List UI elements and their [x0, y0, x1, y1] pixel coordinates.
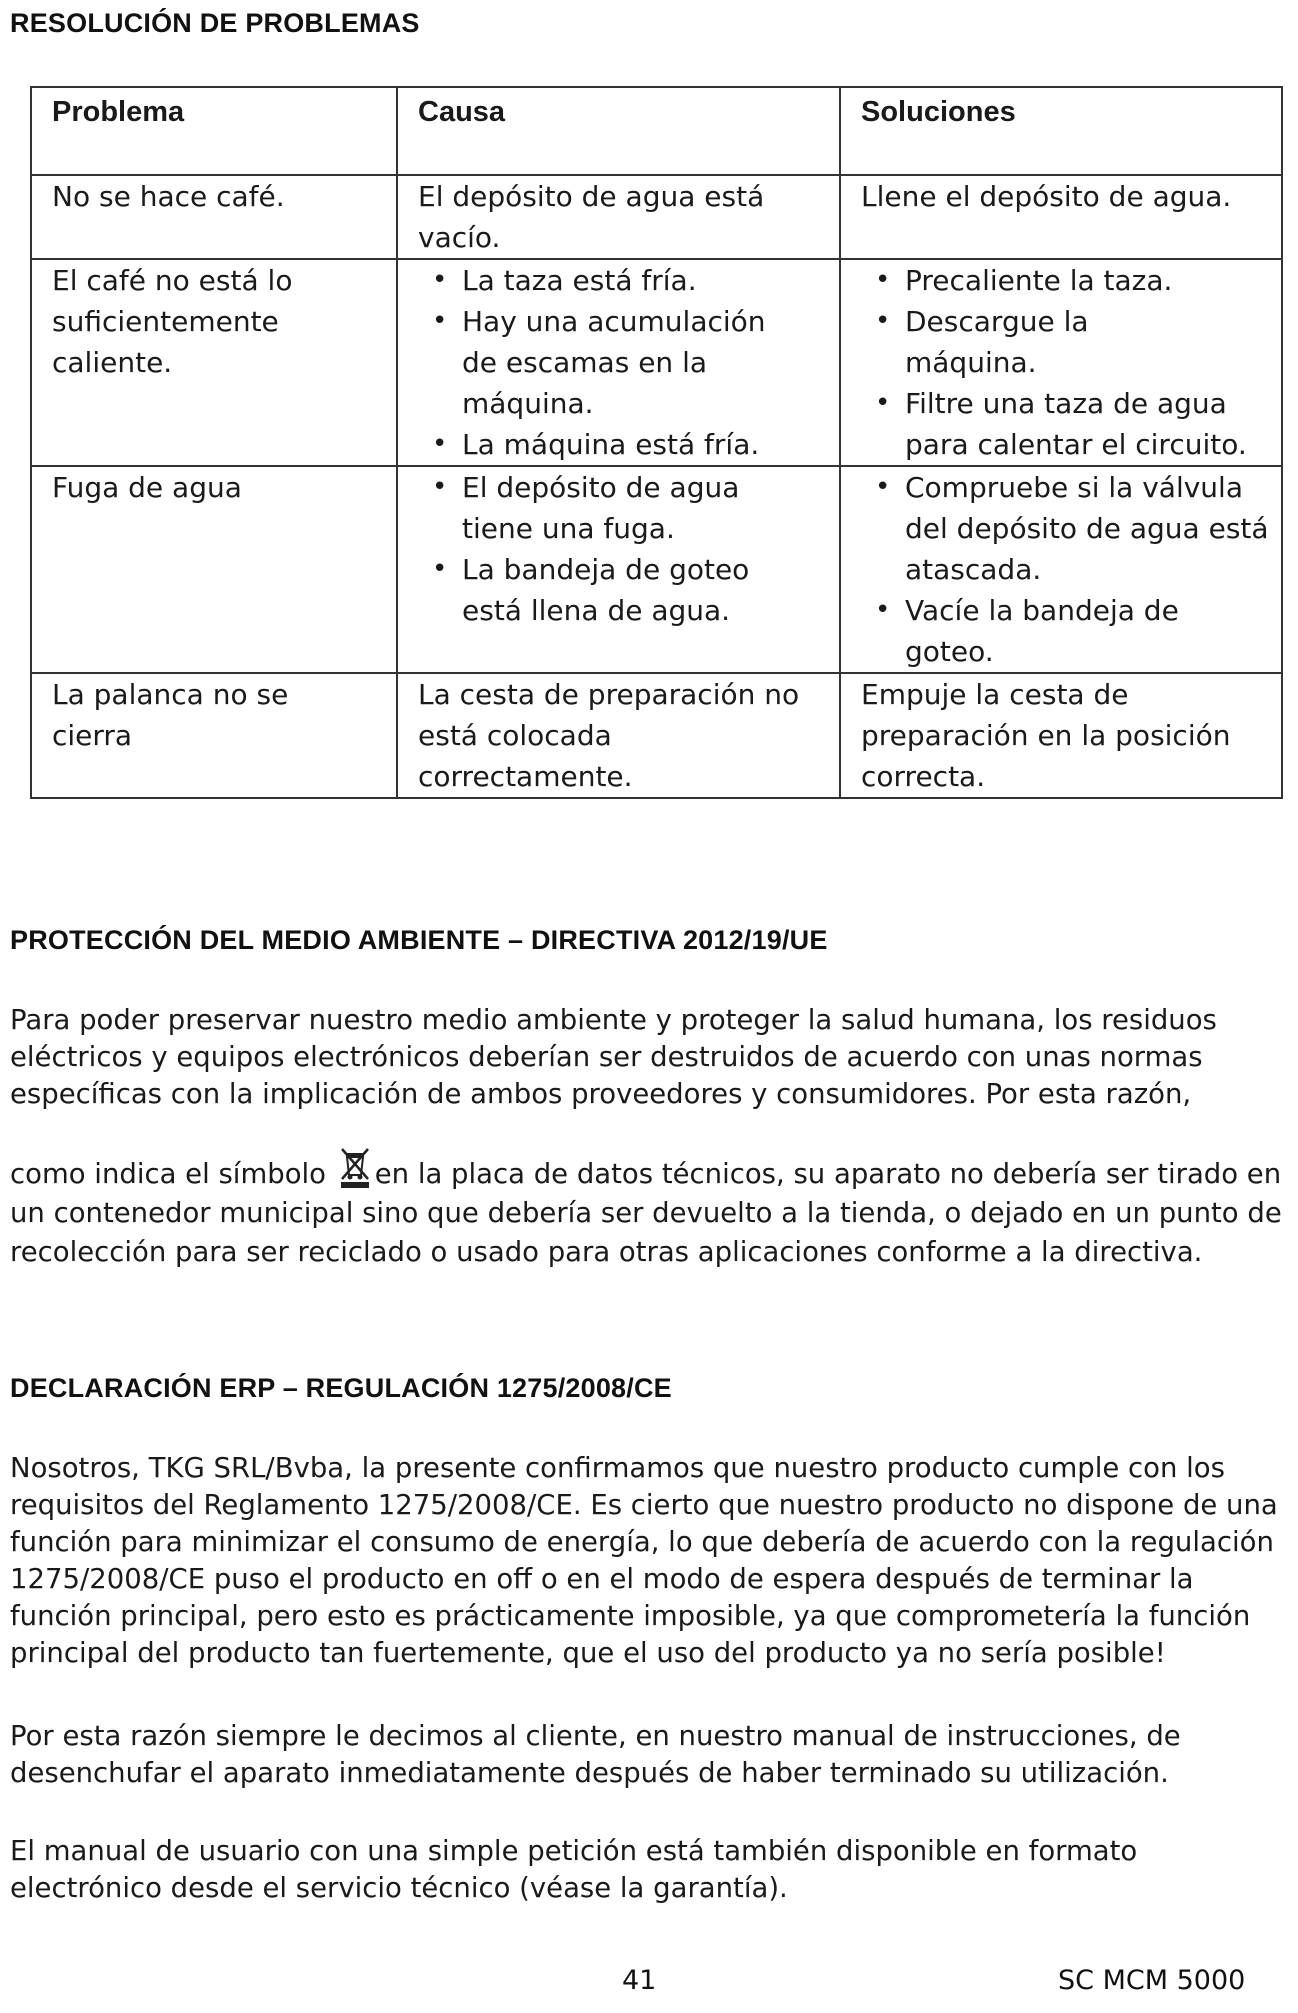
solution-cell [840, 466, 1282, 673]
list-item: • El depósito de agua tiene una fuga. [438, 467, 829, 549]
table-row [31, 175, 1282, 259]
erp-paragraph: Nosotros, TKG SRL/Bvba, la presente confirmamos que nuestro producto cumple con los requisitos del Reglamento 1275/2008/CE. Es cierto que nuestro producto no dispone de una función para minimizar el consumo de energía, lo que debería de acuerdo con la regulación 1275/2008/CE puso el producto en off o en el modo de espera después de terminar la función principal, pero esto es prácticamente imposible, ya que comprometería la función principal del producto tan fuertemente, que el uso del producto ya no sería posible! [10, 1452, 1278, 1669]
table-header-row [31, 87, 1282, 175]
solution-cell: Empuje la cesta de preparación en la posición correcta. [840, 673, 1282, 798]
problem-cell: El café no está lo suficientemente caliente. [31, 259, 397, 466]
erp-heading: DECLARACIÓN ERP – REGULACIÓN 1275/2008/CE [10, 1373, 672, 1403]
table-row [31, 259, 1282, 466]
page-number: 41 [622, 1965, 657, 1996]
list-item: • Compruebe si la válvula del depósito de agua está atascada. [881, 467, 1271, 590]
problem-cell: Fuga de agua [31, 466, 397, 673]
cause-cell [397, 466, 840, 673]
cause-list [404, 467, 829, 631]
list-item: • Descargue la máquina. [881, 301, 1271, 383]
environment-heading: PROTECCIÓN DEL MEDIO AMBIENTE – DIRECTIVA 2012/19/UE [10, 925, 828, 955]
cause-cell: El depósito de agua está vacío. [397, 175, 840, 259]
erp-paragraph-3: El manual de usuario con una simple petición está también disponible en formato electrónico desde el servicio técnico (véase la garantía). [10, 1835, 1138, 1904]
solution-cell [840, 259, 1282, 466]
cause-cell: La cesta de preparación no está colocada correctamente. [397, 673, 840, 798]
table-row [31, 673, 1282, 798]
list-item: • La taza está fría. [438, 260, 829, 301]
table-row [31, 466, 1282, 673]
cause-list [404, 260, 829, 465]
problem-cell: La palanca no se cierra [31, 673, 397, 798]
header-problem: Problema [31, 87, 397, 175]
solution-list [847, 467, 1271, 672]
erp-paragraph-2: Por esta razón siempre le decimos al cliente, en nuestro manual de instrucciones, de desenchufar el aparato inmediatamente después de haber terminado su utilización. [10, 1720, 1181, 1789]
troubleshooting-heading: RESOLUCIÓN DE PROBLEMAS [10, 8, 420, 38]
text-span: en la placa de datos técnicos, su aparato no debería ser tirado en un contenedor municipal sino que debería ser devuelto a la tienda, o dejado en un punto de recolección para ser reciclado o usado para otras aplicaciones conforme a la directiva. [10, 1158, 1282, 1268]
list-item: • La bandeja de goteo está llena de agua. [438, 549, 829, 631]
text-span: como indica el símbolo [10, 1158, 326, 1190]
list-item: • Vacíe la bandeja de goteo. [881, 590, 1271, 672]
header-solutions: Soluciones [840, 87, 1282, 175]
list-item: • Filtre una taza de agua para calentar el circuito. [881, 383, 1271, 465]
troubleshooting-table [30, 86, 1283, 799]
weee-crossed-bin-icon [335, 1145, 375, 1189]
problem-cell: No se hace café. [31, 175, 397, 259]
solution-list [847, 260, 1271, 465]
header-cause: Causa [397, 87, 840, 175]
list-item: • Precaliente la taza. [881, 260, 1271, 301]
environment-paragraph-2 [10, 1145, 1290, 1272]
solution-cell: Llene el depósito de agua. [840, 175, 1282, 259]
cause-cell [397, 259, 840, 466]
list-item: • La máquina está fría. [438, 424, 829, 465]
environment-paragraph: Para poder preservar nuestro medio ambiente y proteger la salud humana, los residuos eléctricos y equipos electrónicos deberían ser destruidos de acuerdo con unas normas específicas con la implicación de ambos proveedores y consumidores. Por esta razón, [10, 1004, 1217, 1110]
model-name: SC MCM 5000 [1058, 1965, 1246, 1996]
list-item: • Hay una acumulación de escamas en la máquina. [438, 301, 829, 424]
